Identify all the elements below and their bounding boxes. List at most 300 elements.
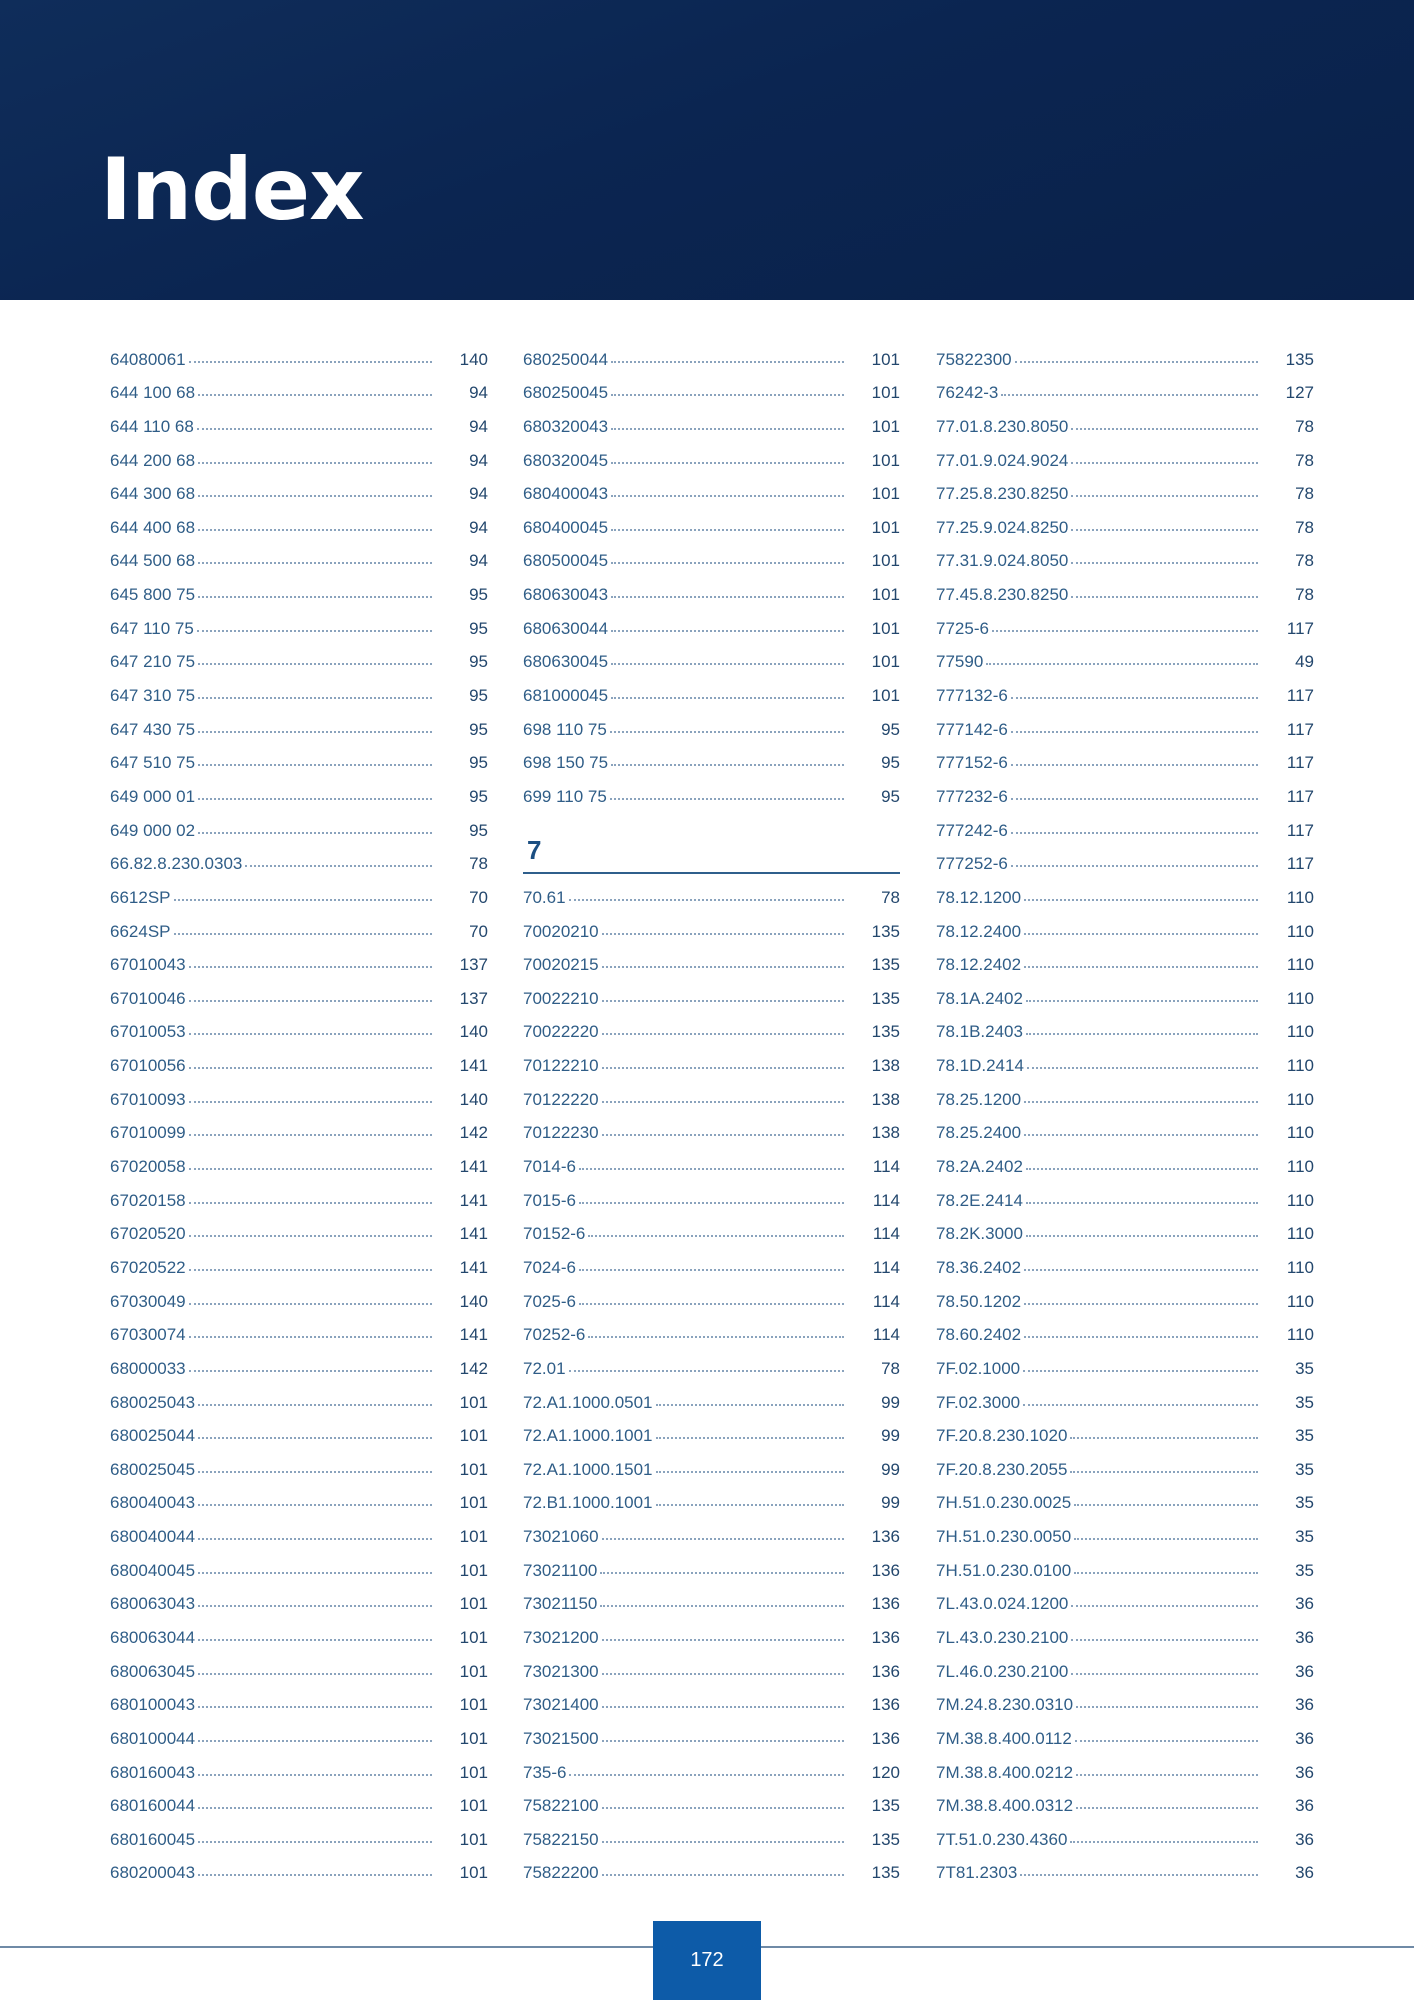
entry-code: 680100043 (110, 1695, 196, 1715)
section-label: 7 (527, 835, 542, 866)
index-entry (110, 1413, 488, 1447)
entry-code: 73021200 (523, 1628, 599, 1647)
entry-page: 110 (1286, 1056, 1314, 1076)
entry-code: 680025045 (110, 1459, 196, 1479)
entry-page: 95 (469, 786, 488, 806)
dot-leader (1011, 832, 1258, 834)
entry-code: 67010056 (110, 1056, 186, 1076)
dot-leader (189, 1202, 432, 1204)
dot-leader (602, 1000, 844, 1002)
entry-code: 73021150 (523, 1594, 598, 1614)
dot-leader (1074, 1504, 1258, 1506)
index-entry (523, 1110, 900, 1144)
entry-code: 680040045 (110, 1560, 196, 1580)
index-entry (110, 1648, 488, 1682)
entry-page: 35 (1295, 1358, 1314, 1378)
entry-page: 114 (872, 1224, 900, 1244)
entry-code: 72.01 (523, 1358, 566, 1378)
entry-code: 680630044 (523, 618, 609, 638)
dot-leader (198, 529, 432, 531)
entry-code: 680630043 (523, 585, 609, 605)
index-entry (110, 1850, 488, 1884)
entry-code: 699 110 75 (523, 786, 607, 806)
entry-code: 75822200 (523, 1863, 599, 1883)
index-entry (523, 1513, 900, 1547)
entry-page: 36 (1295, 1661, 1314, 1681)
entry-code: 680063045 (110, 1661, 196, 1681)
entry-page: 78 (1295, 450, 1314, 470)
entry-page: 142 (459, 1123, 488, 1143)
entry-page: 117 (1286, 786, 1314, 806)
entry-code: 75822300 (936, 349, 1012, 369)
dot-leader (1020, 1874, 1258, 1876)
index-entry (110, 1783, 488, 1817)
dot-leader (1024, 1303, 1258, 1305)
entry-code: 78.36.2402 (936, 1257, 1022, 1277)
dot-leader (198, 1841, 432, 1843)
entry-page: 138 (871, 1056, 900, 1076)
dot-leader (189, 1033, 432, 1035)
index-entry (110, 1009, 488, 1043)
dot-leader (189, 1168, 432, 1170)
entry-code: 78.12.2402 (936, 955, 1022, 975)
entry-code: 7F.20.8.230.1020 (936, 1426, 1068, 1446)
index-entry (523, 403, 900, 437)
entry-page: 136 (871, 1728, 900, 1748)
entry-code: 68000033 (110, 1358, 186, 1378)
index-entry (523, 605, 900, 639)
entry-code: 73021500 (523, 1728, 599, 1748)
index-entry (936, 841, 1314, 875)
entry-code: 70252-6 (523, 1325, 586, 1345)
index-entry (936, 1581, 1314, 1615)
entry-page: 36 (1295, 1627, 1314, 1647)
dot-leader (611, 697, 844, 699)
dot-leader (1076, 1706, 1258, 1708)
dot-leader (1011, 697, 1258, 699)
dot-leader (1026, 1202, 1258, 1204)
index-entry (523, 1446, 900, 1480)
dot-leader (189, 1235, 432, 1237)
entry-code: 777252-6 (936, 854, 1008, 874)
entry-page: 141 (459, 1056, 488, 1076)
entry-code: 77.45.8.230.8250 (936, 585, 1069, 605)
entry-page: 95 (469, 585, 488, 605)
dot-leader (602, 1841, 844, 1843)
index-entry (936, 1513, 1314, 1547)
index-entry (523, 740, 900, 774)
entry-page: 101 (871, 551, 900, 571)
index-entry (936, 639, 1314, 673)
entry-code: 680160045 (110, 1829, 196, 1849)
entry-code: 67010093 (110, 1089, 186, 1109)
index-entry (110, 605, 488, 639)
entry-code: 67010046 (110, 988, 186, 1008)
index-entry (936, 1816, 1314, 1850)
section-rule (523, 872, 900, 874)
entry-code: 680250044 (523, 349, 609, 369)
entry-page: 78 (881, 887, 900, 907)
entry-code: 698 110 75 (523, 719, 607, 739)
entry-page: 95 (469, 686, 488, 706)
dot-leader (656, 1437, 844, 1439)
dot-leader (579, 1269, 844, 1271)
entry-page: 95 (469, 820, 488, 840)
dot-leader (1011, 764, 1258, 766)
entry-page: 101 (871, 349, 900, 369)
dot-leader (610, 798, 844, 800)
dot-leader (610, 731, 844, 733)
index-entry (110, 1715, 488, 1749)
dot-leader (197, 630, 432, 632)
dot-leader (602, 1639, 844, 1641)
dot-leader (611, 630, 844, 632)
dot-leader (1071, 428, 1258, 430)
dot-leader (1074, 1572, 1258, 1574)
dot-leader (1026, 1235, 1258, 1237)
index-entry (936, 1715, 1314, 1749)
entry-page: 135 (871, 955, 900, 975)
entry-code: 66.82.8.230.0303 (110, 854, 243, 874)
index-entry (110, 1278, 488, 1312)
index-entry (523, 1480, 900, 1514)
dot-leader (1071, 1673, 1258, 1675)
index-entry (936, 1547, 1314, 1581)
entry-page: 101 (459, 1493, 488, 1513)
index-column-3 (936, 336, 1314, 1883)
index-entry (110, 504, 488, 538)
entry-code: 647 110 75 (110, 618, 194, 638)
entry-page: 78 (881, 1358, 900, 1378)
entry-page: 138 (871, 1123, 900, 1143)
entry-page: 35 (1295, 1426, 1314, 1446)
index-entry (523, 1379, 900, 1413)
index-entry (936, 1312, 1314, 1346)
index-entry (936, 471, 1314, 505)
entry-code: 644 400 68 (110, 517, 196, 537)
dot-leader (1076, 1807, 1258, 1809)
entry-page: 101 (871, 517, 900, 537)
index-entry (523, 1783, 900, 1817)
index-entry (110, 1177, 488, 1211)
dot-leader (189, 1067, 432, 1069)
index-entry (523, 706, 900, 740)
entry-code: 680025043 (110, 1392, 196, 1412)
dot-leader (1026, 1033, 1258, 1035)
index-entry (936, 1278, 1314, 1312)
index-entry (523, 538, 900, 572)
index-entry (110, 1816, 488, 1850)
index-entry (110, 1110, 488, 1144)
entry-page: 110 (1286, 1325, 1314, 1345)
entry-page: 114 (872, 1291, 900, 1311)
entry-code: 680630045 (523, 652, 609, 672)
entry-code: 7024-6 (523, 1257, 576, 1277)
index-entry (523, 1648, 900, 1682)
entry-page: 114 (872, 1190, 900, 1210)
entry-page: 135 (871, 1829, 900, 1849)
entry-code: 70020210 (523, 921, 599, 941)
entry-code: 7L.43.0.230.2100 (936, 1627, 1069, 1647)
index-entry (936, 538, 1314, 572)
dot-leader (602, 933, 844, 935)
entry-page: 137 (459, 988, 488, 1008)
entry-page: 114 (872, 1257, 900, 1277)
index-entry (523, 437, 900, 471)
entry-page: 141 (459, 1190, 488, 1210)
index-entry (110, 1446, 488, 1480)
entry-page: 36 (1295, 1695, 1314, 1715)
dot-leader (1071, 1639, 1258, 1641)
entry-code: 78.1D.2414 (936, 1056, 1024, 1076)
entry-page: 135 (871, 921, 900, 941)
dot-leader (1024, 899, 1258, 901)
entry-code: 78.1B.2403 (936, 1022, 1023, 1042)
entry-page: 99 (881, 1459, 900, 1479)
dot-leader (189, 1336, 432, 1338)
index-entry (523, 773, 900, 807)
index-entry (523, 1177, 900, 1211)
index-entry (110, 1749, 488, 1783)
index-entry (110, 1211, 488, 1245)
entry-page: 101 (459, 1863, 488, 1883)
entry-code: 680160043 (110, 1762, 196, 1782)
index-entry (110, 672, 488, 706)
index-entry (110, 538, 488, 572)
index-entry (110, 908, 488, 942)
entry-page: 135 (1285, 349, 1314, 369)
entry-page: 110 (1286, 921, 1314, 941)
dot-leader (189, 966, 432, 968)
dot-leader (579, 1202, 844, 1204)
index-entry (936, 874, 1314, 908)
dot-leader (569, 1774, 844, 1776)
entry-code: 7015-6 (523, 1190, 576, 1210)
dot-leader (1011, 798, 1258, 800)
entry-page: 101 (459, 1426, 488, 1446)
page-title: Index (100, 140, 364, 240)
entry-page: 141 (459, 1224, 488, 1244)
entry-code: 76242-3 (936, 383, 999, 403)
entry-page: 101 (459, 1627, 488, 1647)
index-entry (110, 975, 488, 1009)
entry-page: 99 (881, 1493, 900, 1513)
index-entry (936, 1749, 1314, 1783)
entry-code: 78.1A.2402 (936, 988, 1023, 1008)
index-entry (110, 1345, 488, 1379)
dot-leader (198, 1740, 432, 1742)
dot-leader (611, 394, 844, 396)
entry-code: 67010053 (110, 1022, 186, 1042)
entry-page: 95 (469, 652, 488, 672)
dot-leader (1015, 361, 1258, 363)
dot-leader (245, 865, 432, 867)
dot-leader (602, 1101, 844, 1103)
entry-page: 99 (881, 1392, 900, 1412)
entry-code: 680063043 (110, 1594, 196, 1614)
index-entry (936, 370, 1314, 404)
index-entry (523, 1614, 900, 1648)
entry-code: 649 000 01 (110, 786, 196, 806)
dot-leader (1071, 596, 1258, 598)
entry-code: 72.B1.1000.1001 (523, 1493, 653, 1513)
entry-code: 7H.51.0.230.0100 (936, 1560, 1072, 1580)
dot-leader (1071, 1605, 1258, 1607)
entry-page: 136 (871, 1560, 900, 1580)
index-entry (936, 1850, 1314, 1884)
entry-code: 644 300 68 (110, 484, 196, 504)
entry-code: 72.A1.1000.1001 (523, 1426, 653, 1446)
dot-leader (1026, 1168, 1258, 1170)
dot-leader (602, 1740, 844, 1742)
entry-code: 680160044 (110, 1796, 196, 1816)
entry-code: 78.50.1202 (936, 1291, 1022, 1311)
entry-code: 77.31.9.024.8050 (936, 551, 1069, 571)
index-entry (523, 1345, 900, 1379)
index-entry (936, 1480, 1314, 1514)
index-entry (936, 773, 1314, 807)
index-entry (110, 1480, 488, 1514)
entry-code: 78.2E.2414 (936, 1190, 1023, 1210)
index-entry (936, 1211, 1314, 1245)
entry-page: 101 (871, 618, 900, 638)
entry-code: 70022210 (523, 988, 599, 1008)
index-entry (110, 1614, 488, 1648)
dot-leader (198, 1471, 432, 1473)
dot-leader (611, 596, 844, 598)
entry-code: 680100044 (110, 1728, 196, 1748)
entry-page: 95 (881, 719, 900, 739)
entry-code: 70020215 (523, 955, 599, 975)
entry-code: 680400045 (523, 517, 609, 537)
dot-leader (1070, 1437, 1258, 1439)
index-entry (523, 1244, 900, 1278)
index-entry (936, 1244, 1314, 1278)
dot-leader (602, 1807, 844, 1809)
index-column-2 (523, 336, 900, 1883)
dot-leader (189, 361, 432, 363)
index-entry (110, 1379, 488, 1413)
index-entry (523, 1042, 900, 1076)
entry-page: 135 (871, 1863, 900, 1883)
index-entry (110, 1076, 488, 1110)
dot-leader (198, 1807, 432, 1809)
dot-leader (656, 1471, 844, 1473)
entry-code: 645 800 75 (110, 585, 196, 605)
entry-page: 101 (459, 1594, 488, 1614)
dot-leader (1024, 1336, 1258, 1338)
entry-code: 67010099 (110, 1123, 186, 1143)
index-entry (936, 1614, 1314, 1648)
dot-leader (1011, 731, 1258, 733)
dot-leader (1011, 865, 1258, 867)
entry-page: 110 (1286, 1089, 1314, 1109)
dot-leader (611, 529, 844, 531)
index-entry (110, 1312, 488, 1346)
entry-code: 7T.51.0.230.4360 (936, 1829, 1068, 1849)
dot-leader (198, 1572, 432, 1574)
dot-leader (602, 1538, 844, 1540)
dot-leader (611, 361, 844, 363)
entry-code: 78.2A.2402 (936, 1157, 1023, 1177)
entry-code: 78.2K.3000 (936, 1224, 1023, 1244)
dot-leader (198, 1706, 432, 1708)
dot-leader (611, 562, 844, 564)
index-entry (523, 1076, 900, 1110)
entry-code: 777242-6 (936, 820, 1008, 840)
index-entry (110, 639, 488, 673)
entry-code: 680320043 (523, 416, 609, 436)
index-entry (936, 336, 1314, 370)
entry-code: 75822150 (523, 1829, 599, 1849)
index-entry (936, 1009, 1314, 1043)
entry-code: 77.25.9.024.8250 (936, 517, 1069, 537)
dot-leader (611, 428, 844, 430)
dot-leader (198, 663, 432, 665)
index-entry (936, 672, 1314, 706)
entry-code: 777152-6 (936, 753, 1008, 773)
dot-leader (189, 1370, 432, 1372)
dot-leader (189, 1303, 432, 1305)
dot-leader (602, 1067, 844, 1069)
dot-leader (198, 394, 432, 396)
entry-page: 110 (1286, 1022, 1314, 1042)
entry-page: 141 (459, 1257, 488, 1277)
entry-page: 117 (1286, 854, 1314, 874)
entry-page: 117 (1286, 753, 1314, 773)
entry-page: 36 (1295, 1796, 1314, 1816)
dot-leader (198, 495, 432, 497)
entry-code: 78.25.1200 (936, 1089, 1022, 1109)
entry-page: 101 (459, 1560, 488, 1580)
entry-code: 698 150 75 (523, 753, 609, 773)
index-entry (523, 639, 900, 673)
dot-leader (600, 1605, 844, 1607)
dot-leader (569, 1370, 844, 1372)
dot-leader (1023, 1370, 1258, 1372)
entry-code: 67030049 (110, 1291, 186, 1311)
entry-page: 101 (871, 585, 900, 605)
dot-leader (189, 1269, 432, 1271)
entry-code: 644 200 68 (110, 450, 196, 470)
entry-page: 78 (1295, 416, 1314, 436)
dot-leader (1024, 1134, 1258, 1136)
entry-page: 78 (1295, 551, 1314, 571)
entry-page: 117 (1286, 719, 1314, 739)
entry-code: 64080061 (110, 349, 186, 369)
index-entry (523, 908, 900, 942)
entry-page: 136 (871, 1628, 900, 1647)
entry-code: 644 110 68 (110, 416, 194, 436)
entry-page: 114 (872, 1157, 900, 1177)
index-entry (936, 706, 1314, 740)
entry-code: 75822100 (523, 1796, 599, 1816)
dot-leader (588, 1336, 844, 1338)
dot-leader (189, 1000, 432, 1002)
entry-page: 101 (459, 1459, 488, 1479)
entry-code: 647 310 75 (110, 686, 196, 706)
index-entry (936, 571, 1314, 605)
entry-page: 101 (459, 1392, 488, 1412)
entry-code: 78.25.2400 (936, 1123, 1022, 1143)
entry-code: 7F.02.3000 (936, 1392, 1021, 1412)
index-entry (523, 1581, 900, 1615)
entry-code: 7H.51.0.230.0025 (936, 1493, 1072, 1513)
entry-code: 681000045 (523, 686, 609, 706)
index-entry (523, 672, 900, 706)
dot-leader (1071, 495, 1258, 497)
entry-page: 110 (1286, 887, 1314, 907)
